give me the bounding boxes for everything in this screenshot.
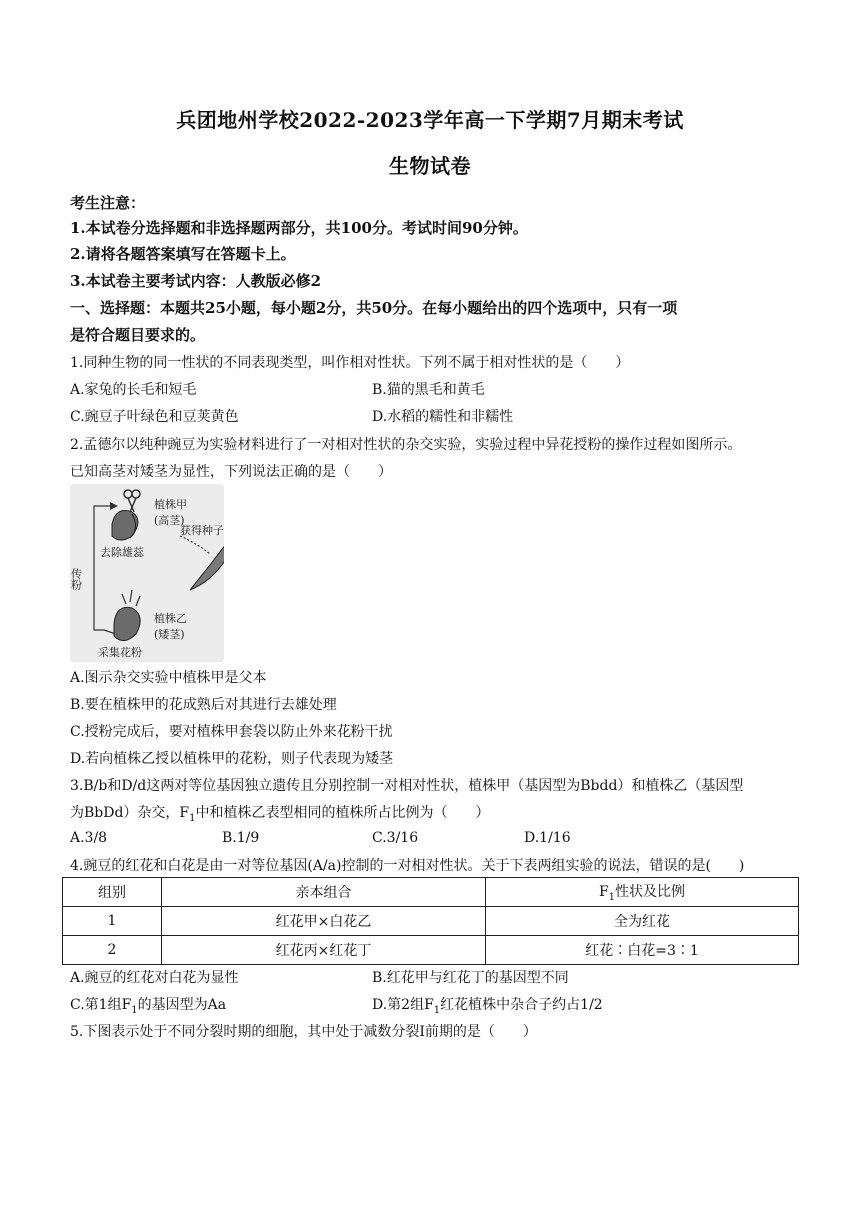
table-cell: 1 [63, 907, 162, 936]
notice-item-3: 3.本试卷主要考试内容：人教版必修2 [70, 272, 322, 290]
section-heading-cont: 是符合题目要求的。 [70, 326, 206, 344]
question-4-option-d: D.第2组$F_1$红花植株中杂合子约占1/2 [372, 997, 603, 1016]
experiment-table [62, 877, 799, 965]
table-cell: 红花甲×白花乙 [162, 907, 486, 936]
question-3-stem: 3.B/b和D/d这两对等位基因独立遗传且分别控制一对相对性状，植株甲（基因型为Bbdd）和植株乙（基因型 [70, 778, 744, 794]
table-header: $F_1$性状及比例 [486, 878, 799, 907]
question-2-option-d: D.若向植株乙授以植株甲的花粉，则子代表现为矮茎 [70, 751, 394, 767]
notice-heading: 考生注意： [70, 194, 146, 212]
question-2-option-c: C.授粉完成后，要对植株甲套袋以防止外来花粉干扰 [70, 724, 393, 740]
scissors-icon [124, 490, 140, 512]
question-1-option-c: C.豌豆子叶绿色和豆荚黄色 [70, 409, 239, 425]
flower-a-icon [112, 511, 138, 541]
question-2-option-b: B.要在植株甲的花成熟后对其进行去雄处理 [70, 697, 337, 713]
question-3-option-c: C.3/16 [372, 830, 419, 846]
table-cell: 红花∶白花=3∶1 [486, 936, 799, 965]
question-3-stem-cont: 为BbDd）杂交，$F_1$中和植株乙表型相同的植株所占比例为（ ） [70, 805, 490, 824]
table-cell: 全为红花 [486, 907, 799, 936]
question-4-option-b: B.红花甲与红花丁的基因型不同 [372, 970, 569, 986]
label-pollinate: 传粉 [70, 568, 83, 590]
notice-item-1: 1.本试卷分选择题和非选择题两部分，共100分。考试时间90分钟。 [70, 219, 528, 237]
label-plant-b: 植株乙 [154, 612, 187, 625]
question-2-stem: 2.孟德尔以纯种豌豆为实验材料进行了一对相对性状的杂交实验，实验过程中异花授粉的操作过程如图所示。 [70, 437, 742, 453]
table-header: 组别 [63, 878, 162, 907]
question-2-stem-cont: 已知高茎对矮茎为显性，下列说法正确的是（ ） [70, 464, 392, 480]
question-4-option-c: C.第1组$F_1$的基因型为Aa [70, 997, 227, 1016]
question-1-option-a: A.家兔的长毛和短毛 [70, 382, 197, 398]
pollination-diagram [70, 484, 224, 662]
question-3-option-b: B.1/9 [222, 830, 260, 846]
pollination-figure [70, 484, 224, 662]
label-plant-a: 植株甲 [154, 498, 187, 511]
table-cell: 红花丙×红花丁 [162, 936, 486, 965]
label-emasculate: 去除雄蕊 [100, 546, 144, 559]
table-header-row [63, 878, 799, 907]
section-heading: 一、选择题：本题共25小题，每小题2分，共50分。在每小题给出的四个选项中，只有一项 [70, 299, 678, 317]
table-cell: 2 [63, 936, 162, 965]
table-header: 亲本组合 [162, 878, 486, 907]
question-5-stem: 5.下图表示处于不同分裂时期的细胞，其中处于减数分裂Ⅰ前期的是（ ） [70, 1024, 537, 1040]
exam-title: 兵团地州学校2022-2023学年高一下学期7月期末考试 [176, 108, 684, 132]
table-row [63, 936, 799, 965]
pea-pod-icon [190, 544, 224, 590]
question-4-option-a: A.豌豆的红花对白花为显性 [70, 970, 239, 986]
question-1-option-d: D.水稻的糯性和非糯性 [372, 409, 514, 425]
flower-b-icon [114, 590, 140, 641]
question-3-option-a: A.3/8 [70, 830, 108, 846]
exam-subtitle: 生物试卷 [389, 154, 471, 178]
notice-item-2: 2.请将各题答案填写在答题卡上。 [70, 245, 296, 263]
question-1-option-b: B.猫的黑毛和黄毛 [372, 382, 485, 398]
label-plant-b-note: (矮茎) [154, 628, 185, 641]
label-get-seeds: 获得种子 [180, 524, 224, 537]
label-collect-pollen: 采集花粉 [98, 646, 142, 659]
question-1-stem: 1.同种生物的同一性状的不同表现类型，叫作相对性状。下列不属于相对性状的是（ ） [70, 355, 630, 371]
question-2-option-a: A.图示杂交实验中植株甲是父本 [70, 670, 267, 686]
question-4-stem: 4.豌豆的红花和白花是由一对等位基因(A/a)控制的一对相对性状。关于下表两组实验的说法，错误的是( ) [70, 858, 745, 874]
label-plant-a-note: (高茎) [154, 514, 185, 527]
question-3-option-d: D.1/16 [524, 830, 571, 846]
table-row [63, 907, 799, 936]
